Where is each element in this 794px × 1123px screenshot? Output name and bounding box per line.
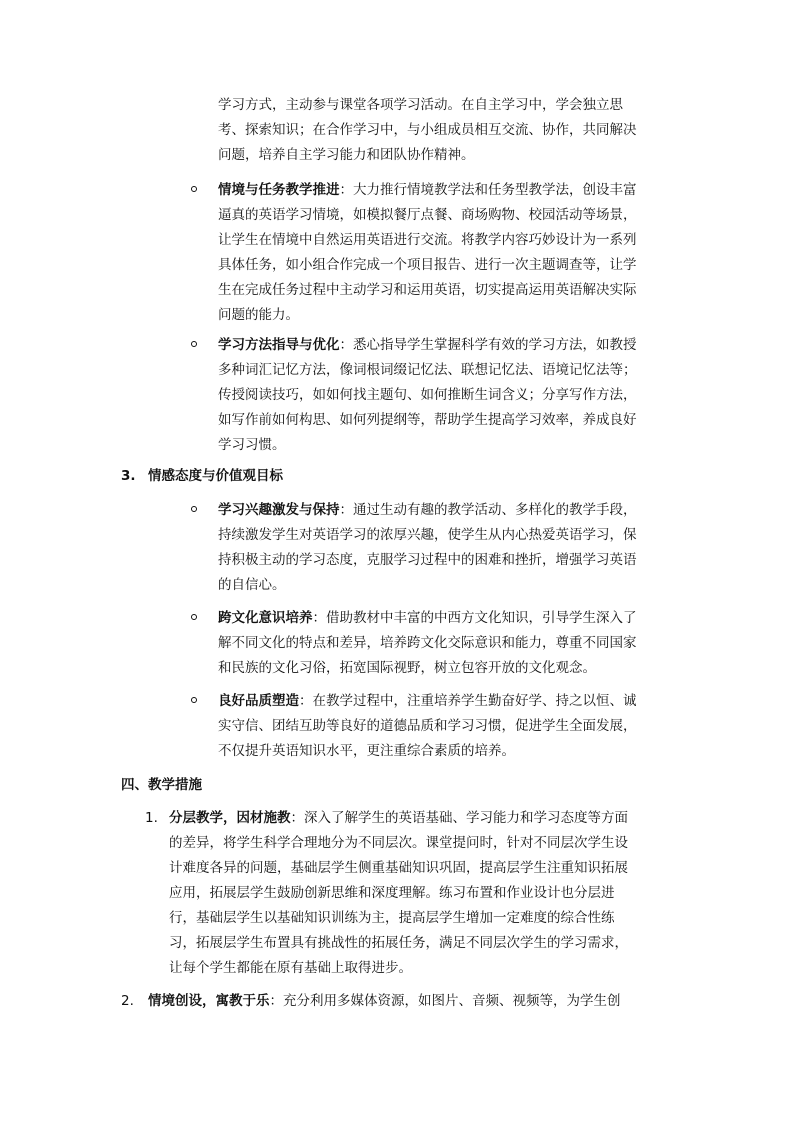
- paragraph-line: 让学生在情境中自然运用英语进行交流。将教学内容巧妙设计为一系列: [218, 232, 637, 248]
- list-number: 1.: [145, 810, 158, 826]
- paragraph-line: 多种词汇记忆方法，像词根词缀记忆法、联想记忆法、语境记忆法等；: [218, 362, 637, 378]
- hollow-bullet-icon: [191, 186, 197, 192]
- paragraph-line: 考、探索知识；在合作学习中，与小组成员相互交流、协作，共同解决: [218, 122, 637, 138]
- item-text: ：充分利用多媒体资源，如图片、音频、视频等，为学生创: [269, 993, 621, 1009]
- list-item-first-line: [218, 180, 637, 200]
- paragraph-line: 应用，拓展层学生鼓励创新思维和深度理解。练习布置和作业设计也分层进: [169, 885, 615, 901]
- paragraph-line: 逼真的英语学习情境，如模拟餐厅点餐、商场购物、校园活动等场景，: [218, 207, 637, 223]
- list-item-first-line: [169, 808, 628, 828]
- paragraph-line: 让每个学生都能在原有基础上取得进步。: [169, 960, 412, 976]
- item-text: ：大力推行情境教学法和任务型教学法，创设丰富: [339, 182, 637, 198]
- paragraph-line: 和民族的文化习俗，拓宽国际视野，树立包容开放的文化观念。: [218, 660, 596, 676]
- paragraph-line: 计难度各异的问题，基础层学生侧重基础知识巩固，提高层学生注重知识拓展: [169, 860, 628, 876]
- paragraph-line: 学习方式，主动参与课堂各项学习活动。在自主学习中，学会独立思: [218, 97, 623, 113]
- hollow-bullet-icon: [191, 341, 197, 347]
- hollow-bullet-icon: [191, 506, 197, 512]
- section-heading: 四、教学措施: [121, 777, 202, 793]
- paragraph-line: 持续激发学生对英语学习的浓厚兴趣，使学生从内心热爱英语学习，保: [218, 527, 637, 543]
- paragraph-line: 实守信、团结互助等良好的道德品质和学习习惯，促进学生全面发展，: [218, 718, 637, 734]
- list-number: 2.: [121, 993, 134, 1009]
- paragraph-line: 问题的能力。: [218, 307, 299, 323]
- hollow-bullet-icon: [191, 697, 197, 703]
- paragraph-line: 传授阅读技巧，如如何找主题句、如何推断生词含义；分享写作方法，: [218, 387, 637, 403]
- item-title: 情境与任务教学推进: [218, 182, 340, 198]
- item-text: ：借助教材中丰富的中西方文化知识，引导学生深入了: [312, 610, 637, 626]
- item-text: ：悉心指导学生掌握科学有效的学习方法，如教授: [339, 337, 637, 353]
- item-title: 跨文化意识培养: [218, 610, 313, 626]
- paragraph-line: 问题，培养自主学习能力和团队协作精神。: [218, 147, 475, 163]
- item-title: 学习方法指导与优化: [218, 337, 340, 353]
- item-title: 良好品质塑造: [218, 693, 299, 709]
- section-number: 3.: [121, 468, 136, 484]
- section-heading: 情感态度与价值观目标: [148, 468, 283, 484]
- list-item-first-line: [218, 608, 637, 628]
- item-title: 分层教学，因材施教: [169, 810, 291, 826]
- paragraph-line: 解不同文化的特点和差异，培养跨文化交际意识和能力，尊重不同国家: [218, 635, 637, 651]
- paragraph-line: 不仅提升英语知识水平，更注重综合素质的培养。: [218, 743, 515, 759]
- paragraph-line: 行，基础层学生以基础知识训练为主，提高层学生增加一定难度的综合性练: [169, 910, 615, 926]
- item-text: ：通过生动有趣的教学活动、多样化的教学手段，: [339, 502, 637, 518]
- list-item-first-line: [148, 991, 621, 1011]
- item-text: ：深入了解学生的英语基础、学习能力和学习态度等方面: [290, 810, 628, 826]
- hollow-bullet-icon: [191, 614, 197, 620]
- paragraph-line: 生在完成任务过程中主动学习和运用英语，切实提高运用英语解决实际: [218, 282, 637, 298]
- item-title: 学习兴趣激发与保持: [218, 502, 340, 518]
- paragraph-line: 习，拓展层学生布置具有挑战性的拓展任务，满足不同层次学生的学习需求，: [169, 935, 628, 951]
- paragraph-line: 如写作前如何构思、如何列提纲等，帮助学生提高学习效率，养成良好: [218, 412, 637, 428]
- paragraph-line: 学习习惯。: [218, 437, 286, 453]
- list-item-first-line: [218, 335, 637, 355]
- paragraph-line: 具体任务，如小组合作完成一个项目报告、进行一次主题调查等，让学: [218, 257, 637, 273]
- paragraph-line: 持积极主动的学习态度，克服学习过程中的困难和挫折，增强学习英语: [218, 552, 637, 568]
- list-item-first-line: [218, 691, 637, 711]
- item-text: ：在教学过程中，注重培养学生勤奋好学、持之以恒、诚: [299, 693, 637, 709]
- paragraph-line: 的差异，将学生科学合理地分为不同层次。课堂提问时，针对不同层次学生设: [169, 835, 628, 851]
- paragraph-line: 的自信心。: [218, 577, 286, 593]
- item-title: 情境创设，寓教于乐: [148, 993, 270, 1009]
- list-item-first-line: [218, 500, 637, 520]
